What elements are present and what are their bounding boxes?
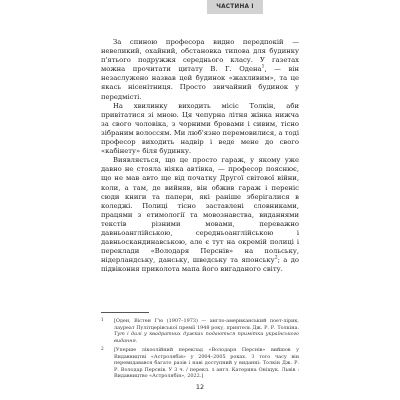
footnote-emphasis: Тут і далі у квадратних дужках подаються примітки українського видання. <box>114 331 299 344</box>
footnote-2 <box>101 347 299 380</box>
paragraph-1 <box>101 38 299 102</box>
paragraph-3-continued: ; а до підвіконня приколота мапа його вигаданого світу. <box>101 256 299 274</box>
paragraph-1-continued: , — він незаслужено назвав цей будинок «жахливим», та це якась нісенітниця. Просто звичайний будинок у передмісті. <box>101 65 299 101</box>
footnote-number: 1 <box>101 318 104 323</box>
page-number: 12 <box>195 383 205 391</box>
footnote-divider <box>101 312 149 313</box>
footnote-text: [Уперше лікоолійний переклад «Володаря Перснів» вийшов у Видавництві «Астролябія» у 2004–2005 роках. З того часу він перевидавався багато разів і наві доступний у виданні: Толкін Дж. Р. Р. Володар Перснів. У 3 ч. / перекл. з англ. Катерина Оніщук. Львів : Видавництво «Астролябія», 2022.] <box>114 347 299 379</box>
footnote-number: 2 <box>101 347 104 352</box>
paragraph-1-text: За спиною професора видно передпокій — невеликий, охайний, обстановка типова для будинку п'ятього подружжя середнього класу. У газетах можна прочитати цитату В. Г. Одена <box>101 38 299 74</box>
paragraph-2: На хвилинку виходить місіс Толкін, аби привітатися зі мною. Ця чепурна літня жінка нижча за свого чоловіка, з чорними бровами і сивим, тісно зібраним волоссям. Ми люб'язно перемовилися, а тоді професор виходить надвір і веде мене до свого «кабінету» біля будинку. <box>101 101 299 156</box>
footnote-ref-1[interactable]: 1 <box>261 65 265 71</box>
running-header <box>207 0 263 14</box>
body-text <box>101 38 299 274</box>
part-label: ЧАСТИНА І <box>216 4 254 10</box>
footnote-text: [Оден, Вістен Г'ю (1907–1973) — англо-американський поет-лірик, лауреат Пулітцерівської премії 1948 року, приятель Дж. Р. Р. Толкіна. <box>114 318 299 331</box>
footnote-ref-2[interactable]: 2 <box>274 255 278 261</box>
footnote-1 <box>101 318 299 344</box>
footnotes <box>101 318 299 383</box>
paragraph-3-text: Виявляється, що це просто гараж, у якому уже давно не стояла ніяка автівка, — професор пояснює, що не мав авто ще від початку Другої світової війни, коли, а там, де вийняв, він обжив гараж і переніс сюди книги та папери, які раніше зберігалися в коледжі. Полиці тісно заставлені словниками, працями з етимології та мовознавства, виданнями текстів різними мовами, переважно давньоанглійською, середньоанглійською і давньоскандинавською, але є тут на окремій полиці і переклади «Володаря Перснів» на польську, нідерландську, данську, шведську та японську <box>101 156 299 265</box>
paragraph-3 <box>101 156 299 274</box>
